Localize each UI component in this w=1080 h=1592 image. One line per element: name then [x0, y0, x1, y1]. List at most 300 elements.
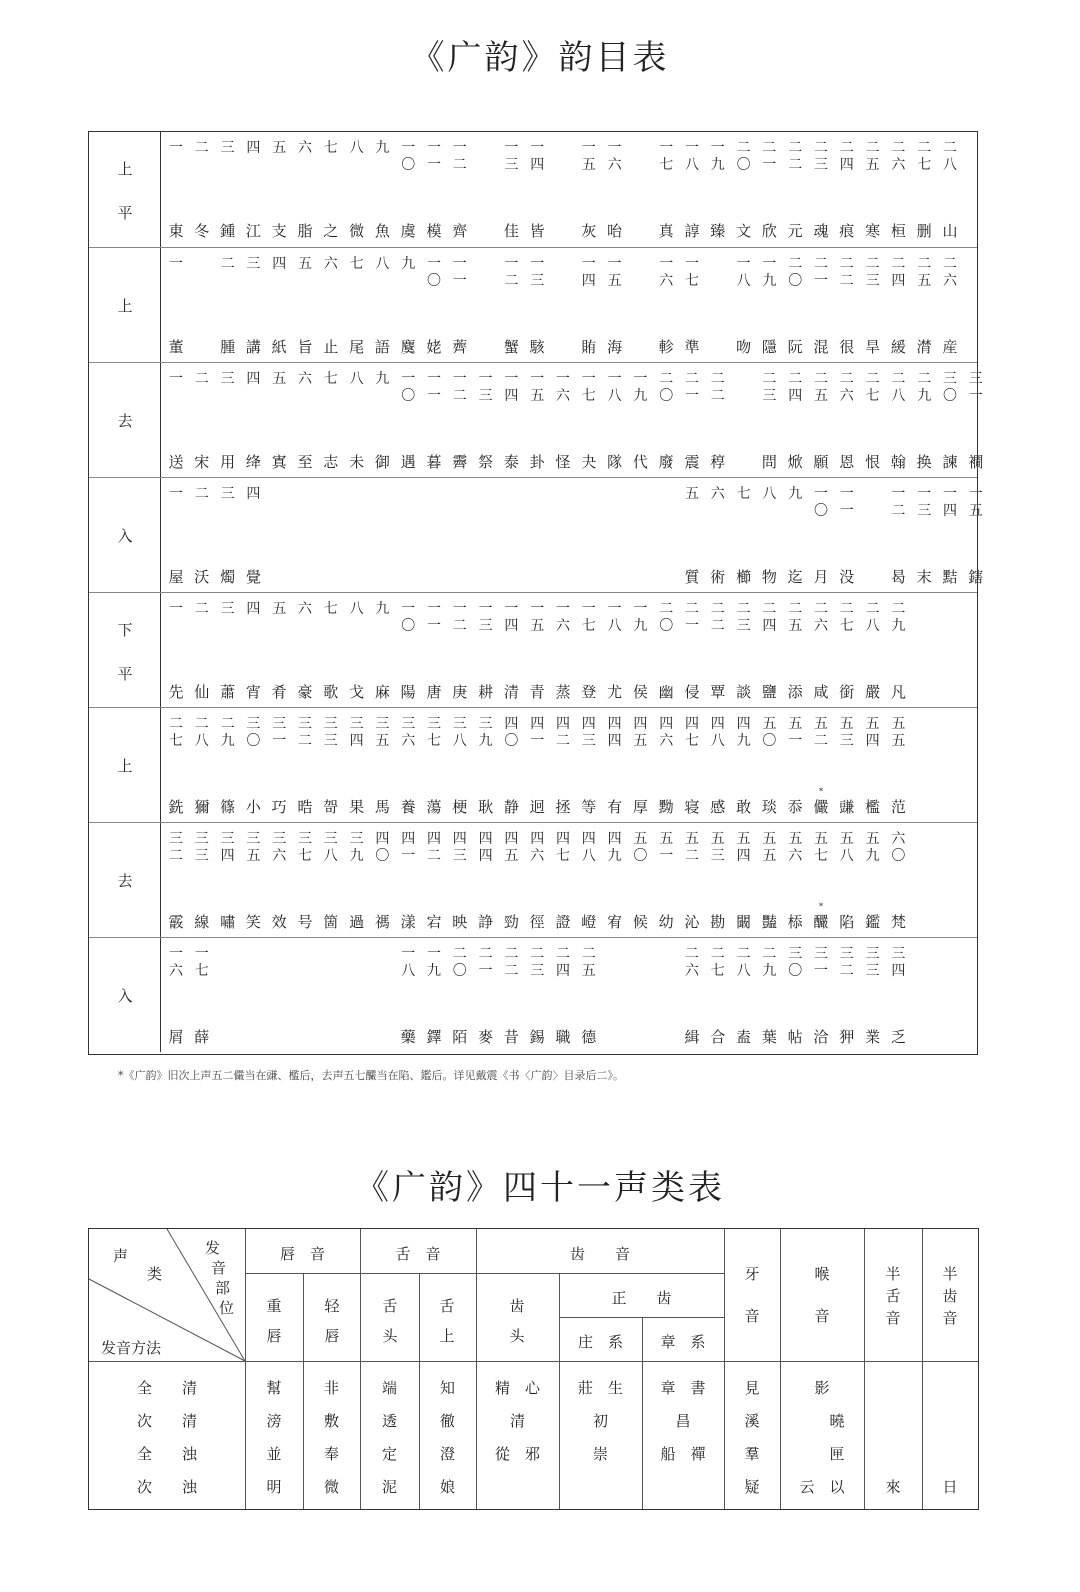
- rhyme-character: 真: [658, 222, 674, 240]
- rhyme-number: 七: [349, 256, 364, 272]
- rhyme-number: 二 四: [762, 601, 777, 634]
- rhyme-cell: [653, 708, 679, 823]
- rhyme-character: 删: [916, 222, 932, 240]
- rhyme-character: 幽: [658, 683, 674, 701]
- rhyme-cell: [524, 708, 550, 823]
- rhyme-number: 一 九: [427, 946, 441, 979]
- rhyme-character: 櫛: [736, 568, 752, 586]
- rhyme-character: 㮇: [787, 913, 803, 931]
- rhyme-number: 二 〇: [788, 256, 803, 289]
- rhyme-number: 五 一: [659, 831, 674, 864]
- rhyme-cell: [498, 708, 524, 823]
- rhyme-number: 二 二: [710, 371, 725, 404]
- rhyme-character: 之: [323, 222, 339, 240]
- rhyme-cell: [860, 132, 886, 247]
- rhyme-cell: [808, 938, 834, 1053]
- rhyme-number: 九: [401, 256, 416, 272]
- rhyme-cell: [344, 363, 370, 478]
- rhyme-number: 五 五: [891, 716, 906, 749]
- rhyme-character: 質: [684, 568, 700, 586]
- rhyme-character: 晧: [297, 798, 313, 816]
- rhyme-cell: [963, 363, 989, 478]
- rhyme-number: 三 三: [323, 716, 338, 749]
- rhyme-cell: [937, 478, 963, 593]
- rhyme-cell: [163, 593, 189, 708]
- rhyme-number: 一 一: [839, 486, 854, 519]
- rhyme-number: 三 六: [272, 831, 287, 864]
- rhyme-number: 一 九: [710, 140, 725, 173]
- rhyme-number: 二 一: [814, 256, 828, 289]
- rhyme-cell: [215, 478, 241, 593]
- rhyme-number: 四 五: [504, 831, 519, 864]
- rhyme-character: 效: [271, 913, 287, 931]
- initial-zhong: 明: [266, 1478, 282, 1496]
- rhyme-character: 用: [220, 453, 236, 471]
- header-teeth: 齿 音: [569, 1245, 630, 1263]
- rhyme-number: 一 一: [427, 601, 441, 634]
- rhyme-character: 薺: [452, 338, 468, 356]
- rhyme-character: 蕭: [220, 683, 236, 701]
- voice-table-title: 《广韵》四十一声类表: [355, 1168, 725, 1208]
- rhyme-number: 四 九: [736, 716, 751, 749]
- rhyme-number: 一 四: [943, 486, 957, 519]
- rhyme-number: 二 〇: [452, 946, 467, 979]
- rhyme-character: 帖: [787, 1028, 803, 1046]
- rhyme-character: 怪: [555, 453, 571, 471]
- rhyme-character: 願: [813, 453, 829, 471]
- rhyme-number: 一 二: [452, 140, 467, 173]
- rhyme-character: 阮: [787, 338, 803, 356]
- header-zhang-xi: 章 系: [660, 1333, 706, 1351]
- rhyme-cell: [602, 248, 628, 363]
- rhyme-number: 一 一: [427, 371, 441, 404]
- tone-label-column: [89, 363, 161, 477]
- rhyme-cell: [473, 593, 499, 708]
- rhyme-character: 震: [684, 453, 700, 471]
- rhyme-character: 欣: [761, 222, 777, 240]
- rhyme-number: 四 六: [530, 831, 545, 864]
- rhyme-character: 敢: [736, 798, 752, 816]
- rhyme-character: 凡: [890, 683, 906, 701]
- method-label: 全 浊: [136, 1445, 197, 1463]
- rhyme-number: 三 一: [968, 371, 983, 404]
- rhyme-character: 馬: [374, 798, 390, 816]
- rhyme-character: 諄: [684, 222, 700, 240]
- rhyme-character: 先: [168, 683, 184, 701]
- rhyme-number: 三 〇: [246, 716, 261, 749]
- rhyme-number: 二 六: [943, 256, 957, 289]
- rhyme-cell: [266, 593, 292, 708]
- rhyme-cell: [447, 132, 473, 247]
- rhyme-number: 二 〇: [659, 371, 674, 404]
- header-ya: 牙 音: [744, 1265, 760, 1325]
- rhyme-character: 至: [297, 453, 313, 471]
- rhyme-character: 耿: [478, 798, 494, 816]
- rhyme-character: 術: [710, 568, 726, 586]
- rhyme-number: 七: [736, 486, 751, 502]
- rhyme-cell: [292, 593, 318, 708]
- rhyme-cell: [679, 132, 705, 247]
- rhyme-number: 一 八: [607, 371, 622, 404]
- rhyme-character: 泰: [503, 453, 519, 471]
- rhyme-number: 八: [349, 371, 364, 387]
- rhyme-cell: [885, 708, 911, 823]
- rhyme-character: 緝: [684, 1028, 700, 1046]
- rhyme-character: 未: [349, 453, 365, 471]
- rhyme-cell: [602, 132, 628, 247]
- rhyme-character: 姥: [426, 338, 442, 356]
- rhyme-cell: [395, 708, 421, 823]
- rhyme-character: 皆: [529, 222, 545, 240]
- rhyme-cell: [679, 708, 705, 823]
- rhyme-cell: [808, 593, 834, 708]
- rhyme-cell: [318, 593, 344, 708]
- rhyme-character: 祭: [478, 453, 494, 471]
- tone-label-column: [89, 708, 161, 822]
- rhyme-number: 八: [375, 256, 390, 272]
- rhyme-number: 二 三: [814, 140, 828, 173]
- rhyme-cell: [473, 363, 499, 478]
- rhyme-character: 緩: [890, 338, 906, 356]
- rhyme-character: 宕: [426, 913, 442, 931]
- rhyme-number: 一 六: [169, 946, 183, 979]
- rhyme-character: 獮: [194, 798, 210, 816]
- rhyme-number: 一: [169, 140, 183, 156]
- rhyme-character: 很: [839, 338, 855, 356]
- header-ban-she: 半 舌 音: [885, 1265, 901, 1327]
- rhyme-cell: [447, 363, 473, 478]
- initial-shetou: 透: [381, 1412, 397, 1430]
- rhyme-cell: [473, 708, 499, 823]
- rhyme-cell: [627, 823, 653, 938]
- rhyme-number: 三: [220, 486, 235, 502]
- rhyme-character: 東: [168, 222, 184, 240]
- rhyme-character: 登: [581, 683, 597, 701]
- tone-label: 去: [117, 872, 133, 890]
- rhyme-cell: [756, 823, 782, 938]
- rhyme-cell: [679, 823, 705, 938]
- rhyme-character: 宥: [607, 913, 623, 931]
- rhyme-cell: [860, 593, 886, 708]
- rhyme-number: 五 〇: [762, 716, 777, 749]
- rhyme-cell: [705, 708, 731, 823]
- rhyme-character: 巧: [271, 798, 287, 816]
- rhyme-number: 九: [375, 140, 390, 156]
- rhyme-number: 六: [298, 601, 312, 617]
- rhyme-number: 一 六: [556, 371, 570, 404]
- rhyme-number: 二: [194, 601, 209, 617]
- rhyme-number: 四 〇: [504, 716, 519, 749]
- rhyme-cell: [756, 248, 782, 363]
- rhyme-character: 鎋: [968, 568, 984, 586]
- rhyme-number: 二 八: [891, 371, 906, 404]
- rhyme-cell: [421, 593, 447, 708]
- rhyme-character: 侯: [632, 683, 648, 701]
- rhyme-number: 五: [298, 256, 312, 272]
- rhyme-number: 七: [323, 601, 338, 617]
- rhyme-cell: [911, 248, 937, 363]
- rhyme-number: 二 一: [685, 601, 699, 634]
- rhyme-number: 二 六: [891, 140, 906, 173]
- rhyme-number: 一 二: [504, 256, 519, 289]
- rhyme-number: 二 六: [839, 371, 854, 404]
- rhyme-number: 四: [246, 601, 261, 617]
- rhyme-character: 沁: [684, 913, 700, 931]
- rhyme-number: 三: [220, 371, 235, 387]
- rhyme-character: 暮: [426, 453, 442, 471]
- rhyme-character: 鐸: [426, 1028, 442, 1046]
- rhyme-number: 五: [272, 140, 287, 156]
- rhyme-cell: [731, 593, 757, 708]
- rhyme-cell: [731, 708, 757, 823]
- rhyme-character: 恩: [839, 453, 855, 471]
- rhyme-cell: [266, 363, 292, 478]
- rhyme-number: 四: [246, 371, 261, 387]
- rhyme-number: 一 二: [891, 486, 906, 519]
- rhyme-number: 一: [169, 486, 183, 502]
- header-hou: 喉 音: [814, 1265, 830, 1325]
- rhyme-number: 三 四: [349, 716, 364, 749]
- rhyme-cell: [885, 248, 911, 363]
- rhyme-cell: [447, 708, 473, 823]
- rhyme-cell: [318, 708, 344, 823]
- initial-qing: 敷: [323, 1412, 339, 1430]
- rhyme-number: 一 三: [478, 371, 493, 404]
- rhyme-number: 一 七: [194, 946, 209, 979]
- rhyme-cell: [782, 823, 808, 938]
- rhyme-number: 一 八: [607, 601, 622, 634]
- rhyme-cell: [524, 363, 550, 478]
- rhyme-character: 寝: [684, 798, 700, 816]
- rhyme-character: 闞: [736, 913, 752, 931]
- rhyme-cell: [550, 593, 576, 708]
- rhyme-character: 混: [813, 338, 829, 356]
- rhyme-number: 二 四: [891, 256, 906, 289]
- rhyme-character: 黝: [658, 798, 674, 816]
- rhyme-cell: [679, 938, 705, 1053]
- rhyme-cell: [756, 132, 782, 247]
- rhyme-number: 二 三: [736, 601, 751, 634]
- rhyme-character: 儼: [813, 798, 829, 816]
- rhyme-character: 止: [323, 338, 339, 356]
- rhyme-cell: [421, 823, 447, 938]
- rhyme-character: 梵: [890, 913, 906, 931]
- rhyme-number: 二 七: [839, 601, 854, 634]
- rhyme-number: 一 一: [427, 140, 441, 173]
- rhyme-cell: [344, 593, 370, 708]
- rhyme-number: 九: [375, 601, 390, 617]
- rhyme-character: 尤: [607, 683, 623, 701]
- rhyme-character: 腫: [220, 338, 236, 356]
- rhyme-table-title: 《广韵》韵目表: [410, 38, 670, 78]
- rhyme-cell: [395, 248, 421, 363]
- initial-shetou: 端: [381, 1379, 397, 1397]
- rhyme-number: 一 八: [685, 140, 699, 173]
- rhyme-number: 五: [272, 371, 287, 387]
- rhyme-cell: [576, 708, 602, 823]
- rhyme-character: 語: [374, 338, 390, 356]
- rhyme-character: 迥: [529, 798, 545, 816]
- initial-ya: 羣: [744, 1445, 760, 1463]
- rhyme-cell: [189, 593, 215, 708]
- rhyme-number: 二 四: [788, 371, 803, 404]
- rhyme-cell: [421, 132, 447, 247]
- rhyme-number: 一 七: [659, 140, 674, 173]
- rhyme-cell: [189, 823, 215, 938]
- rhyme-character: 麥: [478, 1028, 494, 1046]
- rhyme-character: 有: [607, 798, 623, 816]
- rhyme-cell: [782, 593, 808, 708]
- rhyme-number: 二 一: [478, 946, 493, 979]
- rhyme-number: 一 九: [762, 256, 777, 289]
- rhyme-character: 清: [503, 683, 519, 701]
- rhyme-character: 臻: [710, 222, 726, 240]
- rhyme-character: 感: [710, 798, 726, 816]
- tone-section: [89, 937, 977, 1052]
- rhyme-character: 肴: [271, 683, 287, 701]
- rhyme-number: 三 八: [452, 716, 467, 749]
- initial-ya: 見: [744, 1379, 760, 1397]
- rhyme-character: 仙: [194, 683, 210, 701]
- rhyme-character: 準: [684, 338, 700, 356]
- header-she-tou: 舌 头: [382, 1297, 398, 1345]
- rhyme-cell: [318, 823, 344, 938]
- rhyme-cell: [808, 823, 834, 938]
- rhyme-number: 二 五: [581, 946, 596, 979]
- rhyme-number: 四 七: [685, 716, 699, 749]
- rhyme-character: 哿: [323, 798, 339, 816]
- rhyme-character: 諍: [478, 913, 494, 931]
- rhyme-number: 一 八: [401, 946, 416, 979]
- rhyme-cell: [163, 938, 189, 1053]
- rhyme-character: 屑: [168, 1028, 184, 1046]
- rhyme-character: 沃: [194, 568, 210, 586]
- rhyme-character: 董: [168, 338, 184, 356]
- rhyme-cell: [653, 363, 679, 478]
- rhyme-number: 一 〇: [401, 601, 416, 634]
- rhyme-number: 四: [246, 140, 261, 156]
- rhyme-character: 末: [916, 568, 932, 586]
- rhyme-cell: [266, 708, 292, 823]
- rhyme-number: 八: [762, 486, 777, 502]
- rhyme-character: 嚴: [865, 683, 881, 701]
- rhyme-cell: [369, 708, 395, 823]
- rhyme-number: 五 五: [762, 831, 777, 864]
- rhyme-number: 二 二: [788, 140, 803, 173]
- rhyme-number: 四: [246, 486, 261, 502]
- rhyme-character: 德: [581, 1028, 597, 1046]
- rhyme-cell: [653, 593, 679, 708]
- rhyme-cell: [705, 593, 731, 708]
- rhyme-cell: [524, 132, 550, 247]
- initial-sheshang: 澄: [439, 1445, 455, 1463]
- rhyme-cell: [911, 363, 937, 478]
- rhyme-cell: [860, 938, 886, 1053]
- initial-sheshang: 徹: [439, 1412, 455, 1430]
- rhyme-character: 文: [736, 222, 752, 240]
- rhyme-number: 一 七: [581, 371, 596, 404]
- method-label: 次 清: [136, 1412, 197, 1430]
- rhyme-cell: [576, 363, 602, 478]
- tone-label: 上: [117, 160, 133, 178]
- rhyme-character: 齊: [452, 222, 468, 240]
- rhyme-character: 宋: [194, 453, 210, 471]
- rhyme-character: 厚: [632, 798, 648, 816]
- rhyme-cell: [705, 938, 731, 1053]
- rhyme-number: 一 九: [633, 371, 648, 404]
- rhyme-cell: [834, 248, 860, 363]
- rhyme-number: 一 五: [581, 140, 596, 173]
- rhyme-cell: [679, 363, 705, 478]
- rhyme-number: 三 三: [194, 831, 209, 864]
- rhyme-number: 一 二: [452, 371, 467, 404]
- rhyme-number: 三 八: [323, 831, 338, 864]
- rhyme-character: 釅: [813, 913, 829, 931]
- initial-sheshang: 知: [439, 1379, 455, 1397]
- rhyme-character: 葉: [761, 1028, 777, 1046]
- rhyme-character: 紙: [271, 338, 287, 356]
- rhyme-number: 九: [788, 486, 803, 502]
- rhyme-cell: [885, 823, 911, 938]
- rhyme-cell: [834, 938, 860, 1053]
- rhyme-character: 吻: [736, 338, 752, 356]
- rhyme-cell: [653, 823, 679, 938]
- rhyme-character: 御: [374, 453, 390, 471]
- rhyme-cell: [576, 938, 602, 1053]
- rhyme-cell: [705, 823, 731, 938]
- rhyme-cell: [292, 363, 318, 478]
- rhyme-number: 五 一: [788, 716, 803, 749]
- rhyme-character: 旱: [865, 338, 881, 356]
- initial-zhong: 並: [266, 1445, 282, 1463]
- rhyme-cell: [705, 132, 731, 247]
- rhyme-character: 桓: [890, 222, 906, 240]
- rhyme-cell: [189, 478, 215, 593]
- rhyme-number: 五 四: [865, 716, 880, 749]
- rhyme-character: 徑: [529, 913, 545, 931]
- rhyme-cell: [679, 248, 705, 363]
- rhyme-number: 三: [220, 601, 235, 617]
- rhyme-number: 五 三: [710, 831, 725, 864]
- rhyme-number: 二 一: [762, 140, 777, 173]
- tone-label: 入: [117, 527, 133, 545]
- rhyme-character: 唐: [426, 683, 442, 701]
- rhyme-character: 映: [452, 913, 468, 931]
- rhyme-cell: [163, 363, 189, 478]
- rhyme-number: 二: [194, 140, 209, 156]
- rhyme-cell: [731, 823, 757, 938]
- header-she-shang: 舌 上: [439, 1297, 455, 1345]
- method-label: 全 清: [136, 1379, 197, 1397]
- rhyme-cell: [653, 132, 679, 247]
- rhyme-character: 覃: [710, 683, 726, 701]
- rhyme-number: 一 三: [478, 601, 493, 634]
- rhyme-cell: [266, 132, 292, 247]
- rhyme-cell: [292, 708, 318, 823]
- rhyme-number: 二 〇: [736, 140, 751, 173]
- rhyme-character: 侵: [684, 683, 700, 701]
- rhyme-cell: [963, 478, 989, 593]
- rhyme-character: 号: [297, 913, 313, 931]
- rhyme-cell: [498, 823, 524, 938]
- rhyme-character: 静: [503, 798, 519, 816]
- rhyme-number: 六: [710, 486, 725, 502]
- rhyme-cell: [421, 708, 447, 823]
- rhyme-character: 送: [168, 453, 184, 471]
- tone-section: [89, 707, 977, 822]
- rhyme-cell: [369, 132, 395, 247]
- initial-hou: 匣: [799, 1445, 845, 1463]
